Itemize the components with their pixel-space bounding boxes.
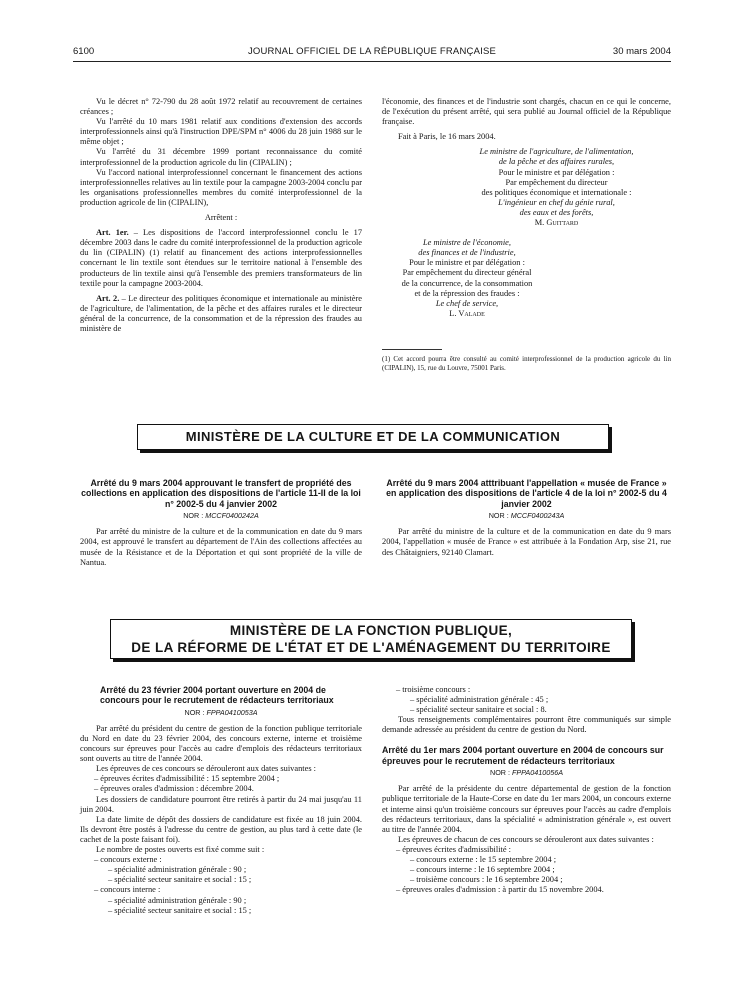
article-paragraph: Tous renseignements complémentaires pourront être communiqués sur simple demande adressée au président du centre de gestion du Nord. bbox=[382, 715, 671, 735]
article-2 bbox=[80, 294, 362, 334]
article-title: Arrêté du 1er mars 2004 portant ouverture en 2004 de concours sur épreuves pour le recrutement de rédacteurs territoriaux bbox=[382, 745, 664, 766]
article-title: Arrêté du 23 février 2004 portant ouverture en 2004 de concours pour le recrutement de rédacteurs territoriaux bbox=[100, 685, 334, 706]
nor-reference bbox=[80, 511, 362, 521]
culture-left-article bbox=[80, 478, 362, 568]
list-item: – spécialité secteur sanitaire et social : 15 ; bbox=[108, 875, 252, 885]
list-item: – spécialité administration générale : 90 ; bbox=[108, 865, 247, 875]
list-item: – épreuves orales d'admission : décembre 2004. bbox=[94, 784, 254, 794]
issue-date: 30 mars 2004 bbox=[612, 46, 671, 57]
article-paragraph: Les épreuves de chacun de ces concours se dérouleront aux dates suivantes : bbox=[398, 834, 654, 844]
signature-line: et de la répression des fraudes : bbox=[414, 288, 520, 298]
place-date: Fait à Paris, le 16 mars 2004. bbox=[398, 132, 496, 142]
signature-line: de la pêche et des affaires rurales, bbox=[498, 157, 615, 167]
nor-reference bbox=[382, 768, 671, 778]
nor-label: NOR : bbox=[490, 768, 510, 778]
fonction-left-article bbox=[80, 685, 362, 916]
journal-title: JOURNAL OFFICIEL DE LA RÉPUBLIQUE FRANÇAISE bbox=[247, 46, 497, 57]
footnote: (1) Cet accord pourra être consulté au comité interprofessionnel de la production agricole du lin (CIPALIN), 15, rue du Louvre, 75001 Paris. bbox=[382, 355, 671, 372]
nor-code: FPPA0410056A bbox=[511, 768, 563, 778]
nor-reference bbox=[382, 511, 671, 521]
signature-line: des eaux et des forêts, bbox=[519, 207, 594, 217]
article-paragraph: Les dossiers de candidature pourront être retirés à partir du 24 mai jusqu'au 11 juin 2004. bbox=[80, 794, 362, 814]
ministry-banner-culture: MINISTÈRE DE LA CULTURE ET DE LA COMMUNICATION bbox=[137, 424, 609, 450]
article-body: Par arrêté du ministre de la culture et de la communication en date du 9 mars 2004, l'appellation « musée de France » est attribuée à la Fondation Arp, sise 21, rue des Châtaigniers, 92140 Clamart. bbox=[382, 527, 671, 557]
signature-block-2 bbox=[382, 238, 552, 319]
fonction-right-column bbox=[382, 685, 671, 895]
article-paragraph: Par arrêté de la présidente du centre départemental de gestion de la fonction publique territoriale de la Haute-Corse en date du 1er mars 2004, un concours externe et interne ainsi qu'un troisième concours sur épreuves pour l'accès au cadre d'emplois des rédacteurs territoriaux, dans la spécialité « administration générale », est ouvert au titre de l'année 2004. bbox=[382, 784, 671, 834]
article-text: – Le directeur des politiques économique et internationale au ministère de l'agriculture, de l'alimentation, de la pêche et des affaires rurales et le directeur général de la concurrence, de la consommation et de la répression des fraudes au ministère de bbox=[80, 293, 362, 333]
signature-line: de la concurrence, de la consommation bbox=[401, 278, 533, 288]
top-right-column bbox=[382, 97, 671, 319]
list-item: – troisième concours : le 16 septembre 2004 ; bbox=[410, 875, 563, 885]
nor-reference bbox=[80, 708, 362, 718]
culture-right-article bbox=[382, 478, 671, 558]
banner-line: DE LA RÉFORME DE L'ÉTAT ET DE L'AMÉNAGEMENT DU TERRITOIRE bbox=[131, 640, 611, 655]
list-item: – épreuves écrites d'admissibilité : 15 septembre 2004 ; bbox=[94, 774, 280, 784]
nor-code: MCCF0400243A bbox=[510, 511, 565, 521]
list-item: – troisième concours : bbox=[396, 685, 471, 694]
article-paragraph: Par arrêté du président du centre de gestion de la fonction publique territoriale du Nord en date du 23 février 2004, des concours externe, interne et troisième concours sur épreuves pour l'accès au cadre d'emplois des rédacteurs territoriaux sont ouverts au titre de l'année 2004. bbox=[80, 723, 362, 764]
nor-label: NOR : bbox=[183, 511, 204, 521]
article-title: Arrêté du 9 mars 2004 atttribuant l'appellation « musée de France » en application des dispositions de l'article 4 de la loi n° 2002-5 du 4 janvier 2002 bbox=[386, 478, 667, 509]
nor-code: MCCF0400242A bbox=[205, 511, 259, 521]
page-number: 6100 bbox=[73, 46, 95, 57]
nor-code: FPPA0410053A bbox=[206, 707, 258, 717]
signature-line: Par empêchement du directeur général bbox=[402, 268, 532, 278]
visa-paragraph: Vu l'arrêté du 31 décembre 1999 portant reconnaissance du comité interprofessionnel de la production agricole du lin (CIPALIN) ; bbox=[80, 147, 362, 167]
nor-label: NOR : bbox=[488, 511, 509, 521]
article-label: Art. 1er. bbox=[96, 228, 129, 238]
nor-label: NOR : bbox=[184, 707, 205, 717]
visa-paragraph: Vu le décret n° 72-790 du 28 août 1972 relatif au recouvrement de certaines créances ; bbox=[80, 97, 362, 117]
ministry-banner-fonction-publique bbox=[110, 619, 632, 659]
article-body: Par arrêté du ministre de la culture et de la communication en date du 9 mars 2004, est approuvé le transfert au département de l'Ain des collections affectées au musée de la Résistance et de la Déportation et qui sont propriété de la ville de Nantua. bbox=[80, 527, 362, 567]
list-item: – spécialité secteur sanitaire et social : 8. bbox=[410, 705, 547, 715]
list-item: – spécialité administration générale : 45 ; bbox=[410, 695, 549, 705]
signature-block-1 bbox=[382, 147, 671, 228]
article-paragraph: Les épreuves de ces concours se dérouleront aux dates suivantes : bbox=[96, 764, 316, 774]
article-paragraph: La date limite de dépôt des dossiers de candidature est fixée au 18 juin 2004. Ils devront être postés à l'adresse du centre de gestion, au plus tard à cette date (le cachet de la poste faisant foi). bbox=[80, 814, 362, 844]
top-left-column bbox=[80, 97, 362, 334]
execution-paragraph: l'économie, des finances et de l'industrie sont chargés, chacun en ce qui le concerne, de l'exécution du présent arrêté, qui sera publié au Journal officiel de la République française. bbox=[382, 97, 671, 127]
footnote-rule bbox=[382, 349, 442, 350]
signature-line: des politiques économique et internationale : bbox=[481, 187, 632, 197]
header-rule bbox=[73, 61, 671, 62]
list-item: – concours interne : le 16 septembre 2004 ; bbox=[410, 865, 555, 875]
visa-paragraph: Vu l'accord national interprofessionnel concernant le financement des actions interprofessionnelles relatives au lin textile pour la campagne 2003-2004 conclu par les organisations professionnelles membres du comité interprofessionnel de la production agricole de lin (CIPALIN), bbox=[80, 167, 362, 207]
arretent-heading: Arrêtent : bbox=[204, 213, 238, 223]
list-item: – spécialité administration générale : 90 ; bbox=[108, 895, 247, 905]
signature-line: Le ministre de l'économie, bbox=[422, 238, 511, 248]
list-item: – concours externe : le 15 septembre 2004 ; bbox=[410, 855, 557, 865]
article-paragraph: Le nombre de postes ouverts est fixé comme suit : bbox=[96, 845, 265, 855]
list-item: – concours interne : bbox=[94, 885, 161, 895]
list-item: – épreuves écrites d'admissibilité : bbox=[396, 844, 512, 854]
article-text: – Les dispositions de l'accord interprofessionnel conclu le 17 décembre 2003 dans le cadre du comité interprofessionnel de la production agricole du lin (CIPALIN) (1) relatif au financement des actions interprofessionnelles concernant le lin textile sont étendues sur le territoire national à l'ensemble des producteurs de lin textile ainsi qu'à l'ensemble des premiers transformateurs de lin textile pour la campagne 2003-2004. bbox=[80, 228, 363, 288]
article-1 bbox=[80, 228, 362, 289]
list-item: – concours externe : bbox=[94, 855, 162, 865]
article-label: Art. 2. bbox=[96, 293, 120, 303]
signatory-name: L. Valade bbox=[449, 308, 485, 318]
signatory-name: M. Guittard bbox=[534, 218, 579, 228]
signature-line: Le ministre de l'agriculture, de l'alimentation, bbox=[479, 147, 634, 157]
signature-line: L'ingénieur en chef du génie rural, bbox=[498, 197, 615, 207]
signature-line: Pour le ministre et par délégation : bbox=[498, 167, 615, 177]
signature-line: des finances et de l'industrie, bbox=[418, 248, 516, 258]
list-item: – spécialité secteur sanitaire et social : 15 ; bbox=[108, 905, 252, 915]
banner-line: MINISTÈRE DE LA FONCTION PUBLIQUE, bbox=[229, 623, 513, 638]
signature-line: Le chef de service, bbox=[435, 298, 499, 308]
article-title: Arrêté du 9 mars 2004 approuvant le transfert de propriété des collections en application des dispositions de l'article 11-II de la loi n° 2002-5 du 4 janvier 2002 bbox=[81, 478, 361, 509]
signature-line: Pour le ministre et par délégation : bbox=[409, 258, 525, 268]
visa-paragraph: Vu l'arrêté du 10 mars 1981 relatif aux conditions d'extension des accords interprofessionnels ainsi qu'à l'instruction DPE/SPM n° 4006 du 28 juin 1988 sur le même objet ; bbox=[80, 117, 362, 147]
signature-line: Par empêchement du directeur bbox=[505, 177, 608, 187]
list-item: – épreuves orales d'admission : à partir du 15 novembre 2004. bbox=[396, 885, 604, 895]
